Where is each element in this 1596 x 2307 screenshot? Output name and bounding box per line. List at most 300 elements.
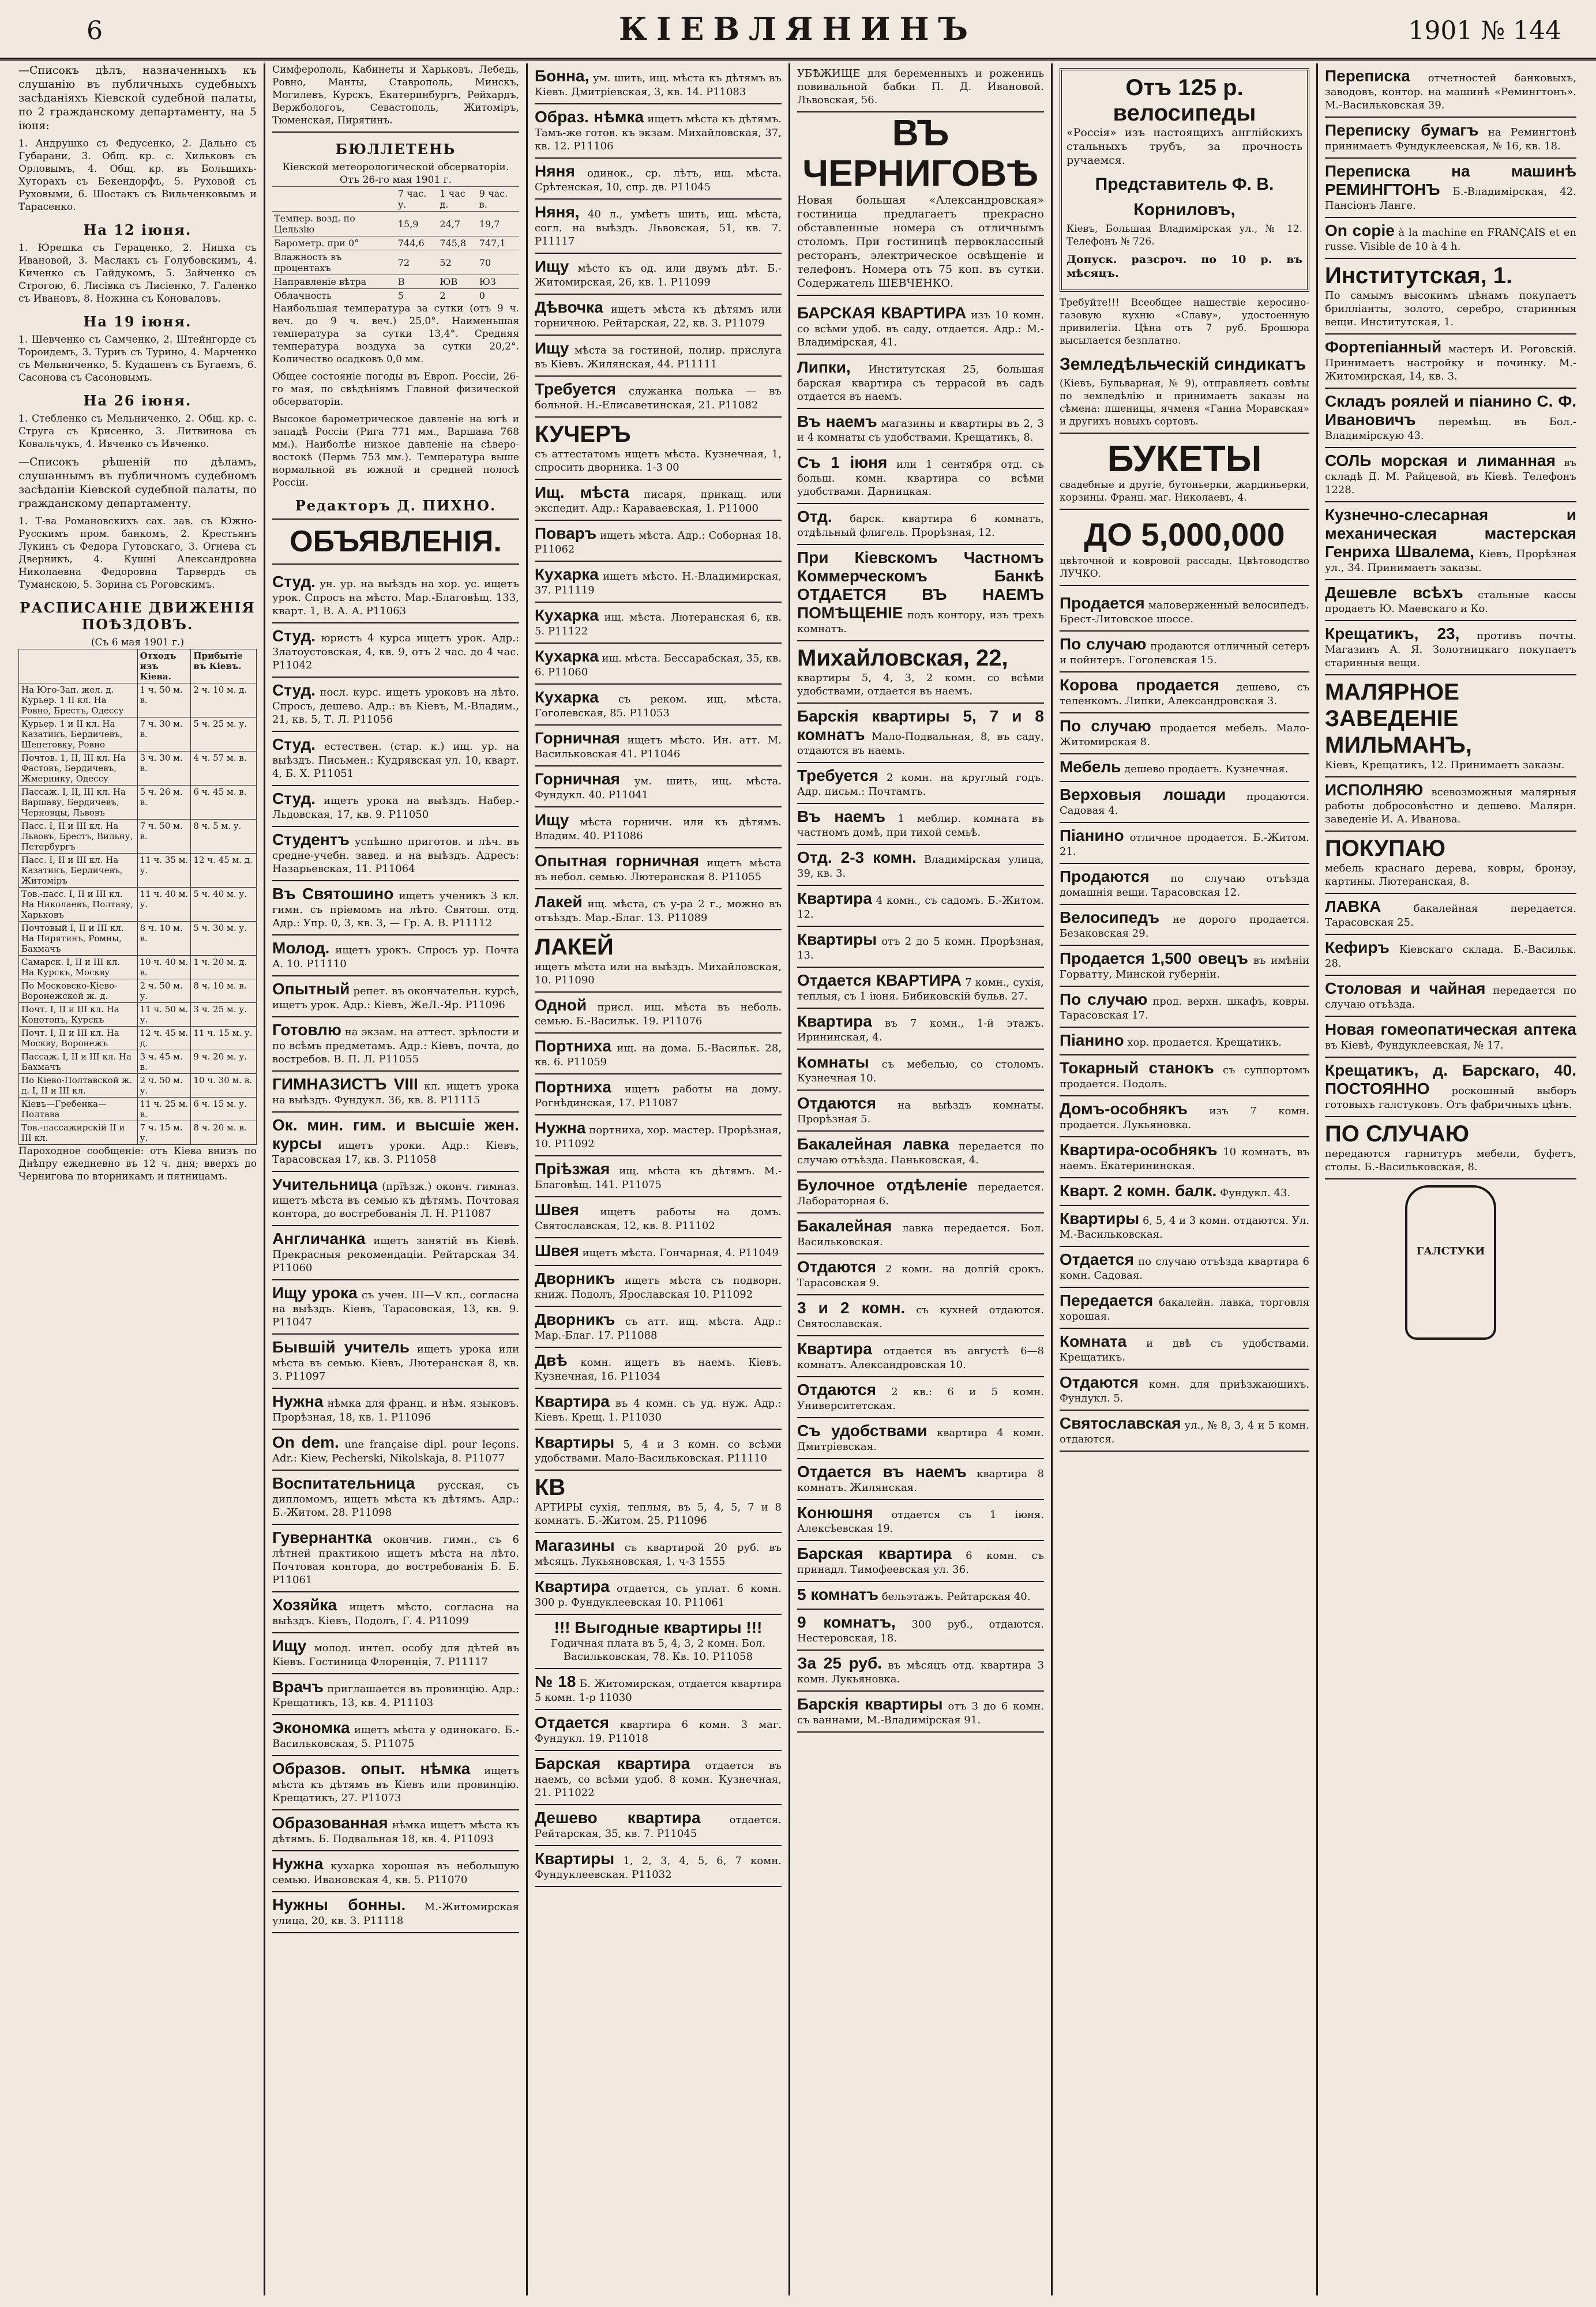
table-cell: Почтов. 1, II, III кл. На Фастовъ, Бердичевъ, Жмеринку, Одессу (19, 752, 138, 786)
classified-ad (272, 1335, 519, 1389)
table-cell: 5 ч. 30 м. у. (191, 922, 257, 956)
ad-keyword: Поваръ (535, 524, 597, 542)
classified-ad (272, 935, 519, 976)
bicycle-address: Кіевъ, Большая Владимірская ул., № 12. Телефонъ № 726. (1066, 223, 1302, 247)
table-header: 9 час. в. (478, 187, 519, 212)
classified-ad (535, 1266, 782, 1307)
classified-ad (535, 685, 782, 726)
classified-ad (1060, 1288, 1309, 1329)
classified-ad (535, 1389, 782, 1430)
classified-ad (797, 1459, 1044, 1500)
classified-ad (797, 1610, 1044, 1651)
ad-keyword: Квартиры (797, 930, 877, 948)
ad-keyword: ЛАВКА (1325, 897, 1381, 915)
table-cell: 15,9 (396, 212, 438, 236)
ad-text: 1 меблир. комната въ частномъ домѣ, при тихой семьѣ. (797, 813, 1044, 839)
ad-keyword: По случаю (1060, 717, 1151, 735)
table-cell: Пассаж. I, II и III кл. На Бахмачъ (19, 1050, 138, 1074)
classified-ad (797, 968, 1044, 1009)
chernigov-headline: ВЪ ЧЕРНИГОВѢ (802, 112, 1039, 194)
classified-ad (272, 786, 519, 827)
ad-text: ун. ур. на выѣздъ на хор. ус. ищетъ урок. Спросъ на мѣсто. Мар.-Благовѣщ. 133, кварт. 1, В. А. А. Р11063 (272, 578, 519, 617)
ad-keyword: Крещатикъ, д. Барскаго, 40. ПОСТОЯННО (1325, 1061, 1576, 1098)
ad-keyword: КВ (535, 1475, 566, 1500)
shelter-ad: УБѢЖИЩЕ для беременныхъ и рожениць повивальной бабки П. Д. Ивановой. Львовская, 56. (797, 63, 1044, 112)
ad-keyword: Бывшій учитель (272, 1338, 410, 1356)
classified-ad (535, 1430, 782, 1471)
ad-text: въ 7 комн., 1-й этажъ. Ирининская, 4. (797, 1017, 1044, 1043)
table-cell: 4 ч. 57 м. в. (191, 752, 257, 786)
table-cell: 24,7 (438, 212, 477, 236)
table-cell: 2 ч. 50 м. у. (137, 979, 191, 1003)
ad-keyword: Лакей (535, 893, 583, 911)
ad-keyword: On dem. (272, 1433, 339, 1451)
classified-ad (1325, 621, 1576, 675)
classified-ad (535, 1115, 782, 1156)
classified-ad (797, 1132, 1044, 1173)
weather-pressure: Высокое барометрическое давленіе на югѣ и западѣ Россіи (Рига 771 мм., Варшава 768 мм.). Наиболѣе низкое давленіе на сѣверо-востокѣ (Пермь 753 мм.). Температура выше нормальной въ южной и средней полосѣ Россіи. (272, 414, 519, 489)
table-row (19, 1074, 257, 1098)
classified-ad (797, 763, 1044, 804)
table-row (272, 275, 519, 289)
ad-text: АРТИРЫ сухія, теплыя, въ 5, 4, 5, 7 и 8 комнатъ. Б.-Житом. 25. Р11096 (535, 1501, 782, 1527)
ad-keyword: Отдаются (797, 1258, 876, 1276)
seedlings-text: цвѣточной и ковровой рассады. Цвѣтоводство ЛУЧКО. (1060, 555, 1309, 580)
ad-text: роскошный выборъ готовыхъ галстуковъ. Отъ фабричныхъ цѣнъ. (1325, 1085, 1576, 1111)
classified-ad (272, 1471, 519, 1525)
ad-text: на экзам. на аттест. зрѣлости и по всѣмъ предметамъ. Адр.: Кіевъ, почта, до востребов. В. П. Л. Р11055 (272, 1026, 519, 1065)
column-3 (528, 63, 790, 2295)
classified-ad (272, 569, 519, 623)
table-cell: 745,8 (438, 236, 477, 250)
ad-keyword: Экономка (272, 1719, 350, 1737)
ad-text: 6, 5, 4 и 3 комн. отдаются. Ул. М.-Васильковская. (1060, 1215, 1309, 1241)
classified-ad (535, 726, 782, 767)
ad-text: съ учен. III—V кл., согласна на выѣздъ. Кіевъ, Тарасовская, 13, кв. 9. Р11047 (272, 1289, 519, 1328)
ad-keyword: Барская квартира (797, 1545, 952, 1562)
classified-ad (272, 1017, 519, 1072)
classified-ad (1325, 335, 1576, 389)
classified-ad (1060, 591, 1309, 632)
classified-ad (797, 1091, 1044, 1132)
table-row (19, 752, 257, 786)
ad-text: отдается. Рейтарская, 35, кв. 7. Р11045 (535, 1814, 782, 1840)
ad-text: по случаю отъѣзда квартира 6 комн. Садовая. (1060, 1256, 1309, 1282)
classified-ad (1325, 448, 1576, 502)
table-header (19, 649, 138, 683)
ad-text: въ имѣніи Горватту, Минской губерніи. (1060, 955, 1309, 980)
ad-keyword: Дѣвочка (535, 298, 603, 316)
ad-keyword: Барскія квартиры (797, 1695, 943, 1713)
classified-ad (797, 1254, 1044, 1295)
classified-ad (535, 521, 782, 562)
table-cell: 11 ч. 35 м. у. (137, 854, 191, 888)
ad-text: передаются гарнитуръ мебели, буфетъ, столы. Б.-Васильковская, 8. (1325, 1148, 1576, 1173)
classified-ad (1060, 1055, 1309, 1096)
ad-text: 2 комн. на круглый годъ. Адр. письм.: Почтамтъ. (797, 772, 1044, 798)
classified-ad (1060, 713, 1309, 754)
classified-ad (797, 1651, 1044, 1692)
ad-keyword: Ищу (535, 811, 569, 829)
ad-text: Владимірская улица, 39, кв. 3. (797, 854, 1044, 880)
classified-ad (1060, 823, 1309, 864)
ad-keyword: 9 комнатъ, (797, 1613, 896, 1631)
table-cell: Пасс. I, II и III кл. На Казатинъ, Бердичевъ, Житоміръ (19, 854, 138, 888)
ad-text: лавка передается. Бол. Васильковская. (797, 1222, 1044, 1248)
ad-text: отдается въ августѣ 6—8 комнатъ. Александровская 10. (797, 1345, 1044, 1371)
ad-keyword: Студ. (272, 735, 316, 753)
classified-ad (272, 1226, 519, 1280)
ad-keyword: По случаю (1060, 635, 1147, 653)
classified-ad (1060, 1411, 1309, 1452)
ad-text: съ аттестатомъ ищетъ мѣста. Кузнечная, 1, спросить дворника. 1-3 00 (535, 448, 782, 474)
classified-ad (797, 1050, 1044, 1091)
ad-keyword: Одной (535, 996, 587, 1014)
table-cell: 8 ч. 10 м. в. (137, 922, 191, 956)
table-cell: На Юго-Зап. жел. д. Курьер. 1 II кл. На Ровно, Брестъ, Одессу (19, 683, 138, 717)
ad-keyword: Піанино (1060, 826, 1124, 844)
ad-text: 7 комн., сухія, теплыя, съ 1 іюня. Бибиковскій бульв. 27. (797, 976, 1044, 1002)
table-cell: Темпер. возд. по Цельзію (272, 212, 396, 236)
classified-ad (272, 881, 519, 935)
classified-ad (535, 254, 782, 295)
ad-keyword: Піанино (1060, 1031, 1124, 1049)
classified-ad (797, 300, 1044, 355)
table-cell: 5 ч. 25 м. у. (191, 717, 257, 752)
table-row (19, 1050, 257, 1074)
table-cell: 9 ч. 20 м. у. (191, 1050, 257, 1074)
lamp-ad: Требуйте!!! Всеобщее нашествіе керосино-газовую кухню «Славу», удостоенную привилегіи. Цѣна отъ 7 руб. Брошюра высылается безплатно. (1060, 297, 1309, 347)
ad-text: бельэтажъ. Рейтарская 40. (881, 1591, 1031, 1603)
ad-keyword: Прiѣзжая (535, 1160, 610, 1178)
classified-ad (797, 355, 1044, 409)
ad-text: ищетъ мѣсто. Ин. атт. М. Васильковская 41. Р11046 (535, 734, 782, 760)
ad-keyword: Портниха (535, 1078, 611, 1096)
ad-text: une française dipl. pour leçons. Adr.: Kiew, Pecherski, Nikolskaja, 8. Р11077 (272, 1438, 519, 1464)
classified-ad (535, 377, 782, 418)
table-cell: 11 ч. 50 м. у. (137, 1003, 191, 1027)
classified-ad (797, 886, 1044, 927)
table-row (19, 1121, 257, 1145)
ad-text: продается мебель. Мало-Житомирская 8. (1060, 722, 1309, 748)
ads-list (1325, 63, 1576, 1179)
ad-keyword: Магазины (535, 1536, 615, 1554)
ad-keyword: Мебель (1060, 758, 1121, 776)
classified-ad (272, 827, 519, 881)
ad-text: бакалейн. лавка, торговля хорошая. (1060, 1297, 1309, 1322)
classified-ad (1325, 218, 1576, 259)
ad-keyword: Хозяйка (272, 1596, 337, 1614)
table-cell: 8 ч. 10 м. в. (191, 979, 257, 1003)
classified-ad (535, 63, 782, 104)
column-6 (1318, 63, 1583, 2295)
ad-text: нѣмка ищетъ мѣста къ дѣтямъ. Б. Подвальная 18, кв. 4. Р11093 (272, 1819, 519, 1845)
classified-ad (272, 1389, 519, 1430)
ad-keyword: Комната (1060, 1332, 1127, 1350)
ad-text: отдается въ наемъ, со всѣми удоб. 8 комн. Кузнечная, 21. Р11022 (535, 1760, 782, 1799)
classified-ad (1060, 1206, 1309, 1247)
ad-keyword: Нужна (272, 1392, 324, 1410)
ad-keyword: Дворникъ (535, 1310, 615, 1328)
classified-ad (1325, 777, 1576, 832)
ad-keyword: Ищу урока (272, 1284, 358, 1302)
classified-ad (1325, 389, 1576, 448)
ad-text: изъ 10 комн. со всѣми удоб. въ саду, отдается. Адр.: М.-Владимірская, 41. (797, 309, 1044, 348)
table-row (272, 250, 519, 275)
ad-text: квартиры 5, 4, 3, 2 комн. со всѣми удобствами, отдается въ наемъ. (797, 672, 1044, 697)
classified-ad (1325, 976, 1576, 1017)
ad-keyword: Комнаты (797, 1053, 869, 1071)
ad-text: одинок., ср. лѣтъ, ищ. мѣста. Срѣтенская, 10, спр. дв. Р11045 (535, 167, 782, 193)
table-cell: 11 ч. 25 м. в. (137, 1098, 191, 1121)
classified-ad (1060, 672, 1309, 713)
ad-text: подъ контору, изъ трехъ комнатъ. (797, 609, 1044, 635)
table-cell: Облачность (272, 289, 396, 303)
ad-keyword: Квартира (797, 1340, 872, 1358)
court-list-cases: 1. Шевченко съ Самченко, 2. Штейнгорде съ Тороидемъ, 3. Туриъ съ Турино, 4. Марченко съ Мельниченко, 5. Кудашенъ съ Бугаемъ, 6. Сасонова съ Сасоновымъ. (18, 334, 257, 384)
ad-keyword: Отдается КВАРТИРА (797, 971, 962, 989)
decisions-list: 1. Т-ва Романовскихъ сах. зав. съ Южно-Русскимъ пром. банкомъ, 2. Крестьянъ Лукинъ съ Федора Гутовскаго, 3. Огнева съ Дверникъ, 4. Кушні Александровна Николаевна Федоровна Тарвердъ съ Туманскою, 5. Зорина съ Роговскимъ. (18, 516, 257, 591)
ad-text: ищетъ работы на домъ. Святославская, 12, кв. 8. Р11102 (535, 1206, 782, 1232)
ad-keyword: Няня, (535, 203, 580, 221)
ad-keyword: Требуется (797, 767, 878, 784)
table-cell: 7 ч. 15 м. у. (137, 1121, 191, 1145)
ad-keyword: Образ. нѣмка (535, 108, 644, 126)
table-cell: 7 ч. 50 м. в. (137, 820, 191, 854)
classified-ad (535, 418, 782, 480)
table-cell: ЮВ (438, 275, 477, 289)
table-row (272, 212, 519, 236)
classified-ad (797, 1541, 1044, 1582)
classified-ad (797, 1295, 1044, 1336)
classified-ad (535, 104, 782, 159)
ad-text: отчетностей банковыхъ, заводовъ, контор. на машинѣ «Ремингтонъ». М.-Васильковская 39. (1325, 72, 1576, 111)
ad-keyword: Институтская, 1. (1325, 263, 1513, 288)
ad-keyword: Портниха (535, 1037, 611, 1055)
table-cell: 70 (478, 250, 519, 275)
classified-ad (272, 1525, 519, 1592)
classified-ad (1060, 1329, 1309, 1370)
masthead (0, 0, 1596, 61)
ad-keyword: Дешевле всѣхъ (1325, 584, 1463, 602)
ad-text: не дорого продается. Безаковская 29. (1060, 914, 1309, 940)
ad-keyword: Корова продается (1060, 676, 1219, 694)
table-cell: 10 ч. 30 м. в. (191, 1074, 257, 1098)
ad-text: репет. въ окончательн. курсѣ, ищетъ урок. Адр.: Кіевъ, ЖеЛ.-Яр. Р11096 (272, 985, 519, 1011)
table-cell: Почтовый I, II и III кл. На Пирятинъ, Ромны, Бахмачъ (19, 922, 138, 956)
ad-keyword: Воспитательница (272, 1474, 415, 1492)
ad-text: въ складѣ Д. М. Райцевой, въ Кіевѣ. Телефонъ 1228. (1325, 457, 1576, 496)
ad-keyword: Квартира (535, 1392, 610, 1410)
ad-keyword: Домъ-особнякъ (1060, 1100, 1188, 1118)
table-row (19, 1003, 257, 1027)
ad-keyword: Въ Святошино (272, 885, 394, 903)
ad-keyword: Нужна (535, 1119, 586, 1137)
ad-keyword: Барская квартира (535, 1754, 690, 1772)
classified-ad (797, 504, 1044, 545)
ad-keyword: Горничная (535, 729, 620, 747)
classified-ad (1060, 1247, 1309, 1288)
train-schedule-date: (Съ 6 мая 1901 г.) (91, 637, 185, 648)
table-cell: 11 ч. 40 м. у. (137, 888, 191, 922)
classified-ad (1325, 63, 1576, 118)
ad-text: продаются. Садовая 4. (1060, 791, 1309, 817)
classified-ad (797, 927, 1044, 968)
classified-ad (535, 1615, 782, 1669)
ad-text: ищетъ уроки. Адр.: Кіевъ, Тарасовская 17, кв. 3. Р11058 (272, 1140, 519, 1166)
ad-keyword: Михайловская, 22, (797, 645, 1008, 671)
table-cell: Направленіе вѣтра (272, 275, 396, 289)
ad-text: квартира 6 комн. 3 маг. Фундукл. 19. Р11018 (535, 1719, 782, 1745)
table-cell: 1 ч. 50 м. в. (137, 683, 191, 717)
classified-ad (797, 1418, 1044, 1459)
classified-ad (535, 1307, 782, 1348)
ad-keyword: № 18 (535, 1673, 576, 1690)
classified-ad (535, 1238, 782, 1266)
ad-text: кухарка хорошая въ небольшую семью. Ивановская 4, кв. 5. Р11070 (272, 1860, 519, 1886)
weather-table (272, 186, 519, 302)
classified-ad (1060, 1137, 1309, 1178)
classified-ad (1060, 1370, 1309, 1411)
ad-text: ищетъ мѣста. Гончарная, 4. Р11049 (582, 1247, 779, 1259)
decisions-intro: —Списокъ рѣшеній по дѣламъ, слушаннымъ въ публичномъ судебномъ засѣданіи Кіевской судебной палаты, по гражданскому департаменту. (18, 456, 257, 510)
table-cell: Почт. I, II и III кл. На Москву, Воронежъ (19, 1027, 138, 1050)
ad-keyword: Студ. (272, 573, 316, 591)
ad-text: 2 комн. на долгій срокъ. Тарасовская 9. (797, 1263, 1044, 1289)
ad-keyword: Квартиры (1060, 1209, 1140, 1227)
ad-text: ищетъ мѣста къ дѣтямъ. Тамъ-же готов. къ экзам. Михайловская, 37, кв. 12. Р11106 (535, 113, 782, 152)
classified-ad (535, 159, 782, 200)
ad-keyword: ПО СЛУЧАЮ (1325, 1121, 1470, 1147)
classified-ad (535, 1348, 782, 1389)
court-list-cases: 1. Юрешка съ Гераценко, 2. Ницха съ Ивановой, 3. Маслакъ съ Голубовскимъ, 4. Киченко съ Гайдукомъ, 5. Зайченко съ Строгою, 6. Лисівка съ Лисіенко, 7. Галенко съ Ивановъ, 8. Ножина съ Коноваловъ. (18, 242, 257, 305)
classified-ad (535, 993, 782, 1034)
table-cell: 19,7 (478, 212, 519, 236)
classified-ad (1060, 864, 1309, 905)
classified-ad (535, 1034, 782, 1074)
column-2 (265, 63, 528, 2295)
table-header (272, 187, 396, 212)
classified-ad (1325, 580, 1576, 621)
table-cell: Пассаж. I, II, III кл. На Варшаву, Бердичевъ, Черновцы, Львовъ (19, 786, 138, 820)
classified-ad (1325, 259, 1576, 335)
ad-keyword: Бакалейная лавка (797, 1135, 949, 1153)
table-cell: 0 (478, 289, 519, 303)
ad-text: ищетъ урока на выѣздъ. Набер.-Льдовская, 17, кв. 9. Р11050 (272, 795, 519, 821)
ad-text: 40 л., умѣетъ шить, ищ. мѣста, согл. на выѣздъ. Львовская, 51, кв. 7. Р11117 (535, 208, 782, 247)
ad-keyword: Студ. (272, 681, 316, 699)
table-cell: По Кіево-Полтавской ж. д. I, II и III кл. (19, 1074, 138, 1098)
classified-ad (1060, 1096, 1309, 1137)
ad-keyword: Англичанка (272, 1230, 366, 1248)
table-header: 1 час д. (438, 187, 477, 212)
ad-text: отъ 2 до 5 комн. Прорѣзная, 13. (797, 935, 1044, 961)
table-header: Отходъ изъ Кіева. (137, 649, 191, 683)
ad-text: ищ. на дома. Б.-Васильк. 28, кв. 6. Р11059 (535, 1042, 782, 1068)
ad-keyword: Отдаются (797, 1381, 876, 1399)
ad-keyword: Отдаются (797, 1094, 876, 1112)
classified-ad (272, 1892, 519, 1933)
table-cell: 6 ч. 15 м. у. (191, 1098, 257, 1121)
ad-keyword: Двѣ (535, 1351, 568, 1369)
ad-keyword: Кварт. 2 комн. балк. (1060, 1182, 1217, 1200)
classified-ad (535, 1156, 782, 1197)
table-cell: 6 ч. 45 м. в. (191, 786, 257, 820)
ad-text: ум. шить, ищ. мѣста къ дѣтямъ въ Кіевъ. Дмитріевская, 3, кв. 14. Р11083 (535, 72, 782, 98)
ad-keyword: Переписка (1325, 67, 1410, 85)
ad-keyword: Образов. опыт. нѣмка (272, 1760, 471, 1778)
ad-text: изъ 7 комн. продается. Лукьяновка. (1060, 1105, 1309, 1131)
classified-ad (797, 409, 1044, 450)
classified-ad (1060, 1028, 1309, 1055)
table-cell: 8 ч. 20 м. в. (191, 1121, 257, 1145)
ads-list (797, 300, 1044, 1733)
ad-keyword: Булочное отдѣленіе (797, 1176, 968, 1194)
ad-keyword: Кухарка (535, 688, 599, 706)
court-list-intro: —Списокъ дѣлъ, назначенныхъ къ слушанію въ публичныхъ судебныхъ засѣданіяхъ Кіевской судебной палаты, по 2 гражданскому департаменту, на 5 іюня: (18, 64, 257, 132)
classified-ad (1060, 946, 1309, 987)
ad-text: или 1 сентября отд. съ больш. комн. квартира со всѣми удобствами. Дарницкая. (797, 459, 1044, 498)
ad-keyword: Опытный (272, 980, 350, 998)
ad-text: мебель краснаго дерева, ковры, бронзу, картины. Лютеранская, 8. (1325, 862, 1576, 888)
ad-text: успѣшно приготов. и лѣч. въ средне-учебн. завед. и на выѣздъ. Адресъ: Назарьевская, 11. Р11064 (272, 836, 519, 875)
bicycle-subtitle: «Россія» изъ настоящихъ англійскихъ стальныхъ трубъ, за прочность ручаемся. (1066, 126, 1302, 167)
ad-keyword: Продаются (1060, 867, 1150, 885)
classified-ad (797, 1582, 1044, 1610)
ad-text: Б. Житомирская, отдается квартира 5 комн. 1-р 11030 (535, 1678, 782, 1704)
ad-keyword: Няня (535, 162, 575, 180)
train-schedule-title: РАСПИСАНІЕ ДВИЖЕНІЯ ПОѢЗДОВЪ. (20, 599, 256, 633)
ad-keyword: КУЧЕРЪ (535, 422, 631, 447)
ad-keyword: Ок. мин. гим. и высшіе жен. курсы (272, 1116, 519, 1152)
ad-keyword: Квартира-особнякъ (1060, 1141, 1218, 1159)
court-list-cases: 1. Андрушко съ Федусенко, 2. Дальнo съ Губарани, 3. Общ. кр. с. Хильковъ съ Орловымъ, 4. Общ. кр. въ Большихъ-Хуторахъ съ Бекендорфъ, 5. Руховой съ Руховыми, 6. Шостакъ съ Вильченковымъ и Тарасенко. (18, 138, 257, 213)
ad-keyword: Продается (1060, 594, 1145, 612)
issue-number: 1901 № 144 (1408, 16, 1561, 46)
ad-text: прод. верхн. шкафъ, ковры. Тарасовская 17. (1060, 995, 1309, 1021)
classified-ad (1060, 632, 1309, 672)
ad-keyword: Дешево квартира (535, 1809, 701, 1827)
ad-keyword: Переписку бумагъ (1325, 121, 1479, 139)
ad-keyword: Складъ роялей и піанино С. Ф. Ивановичъ (1325, 392, 1576, 429)
ad-text: ищ. мѣста. Бессарабская, 35, кв. 6. Р11060 (535, 652, 782, 678)
table-cell: 3 ч. 30 м. в. (137, 752, 191, 786)
ad-keyword: Швея (535, 1242, 579, 1260)
seedlings-headline: ДО 5,000,000 (1084, 516, 1285, 553)
ad-text: ищетъ работы на дому. Рогнѣдинская, 17. Р11087 (535, 1083, 782, 1109)
classified-ad (535, 295, 782, 336)
ad-keyword: 3 и 2 комн. (797, 1299, 906, 1317)
classified-ad (272, 1113, 519, 1172)
ad-text: ищетъ мѣста къ дѣтямъ или горничною. Рейтарская, 22, кв. 3. Р11079 (535, 303, 782, 329)
table-cell: Барометр. при 0° (272, 236, 396, 250)
ad-text: 6 комн. съ принадл. Тимофеевская ул. 36. (797, 1550, 1044, 1576)
table-cell: 7 ч. 30 м. в. (137, 717, 191, 752)
ad-keyword: Въ наемъ (797, 807, 886, 825)
ad-text: Б.-Владимірская, 42. Пансіонъ Ланге. (1325, 186, 1576, 212)
ad-keyword: Липки, (797, 358, 851, 376)
ad-keyword: On copie (1325, 221, 1395, 239)
classified-ad (797, 641, 1044, 704)
ad-keyword: Отдается (1060, 1250, 1134, 1268)
classified-ad (1060, 987, 1309, 1028)
ad-text: ул., № 8, 3, 4 и 5 комн. отдаются. (1060, 1419, 1310, 1445)
table-cell: 744,6 (396, 236, 438, 250)
ad-text: передается по случаю отъѣзда. (1325, 985, 1576, 1010)
ad-keyword: Бонна, (535, 67, 589, 85)
ad-text: приглашается въ провинцію. Адр.: Крещатикъ, 13, кв. 4. Р11103 (272, 1683, 519, 1709)
ad-text: ищетъ мѣсто, согласна на выѣздъ. Кіевъ, Подолъ, Г. 4. Р11099 (272, 1601, 519, 1627)
